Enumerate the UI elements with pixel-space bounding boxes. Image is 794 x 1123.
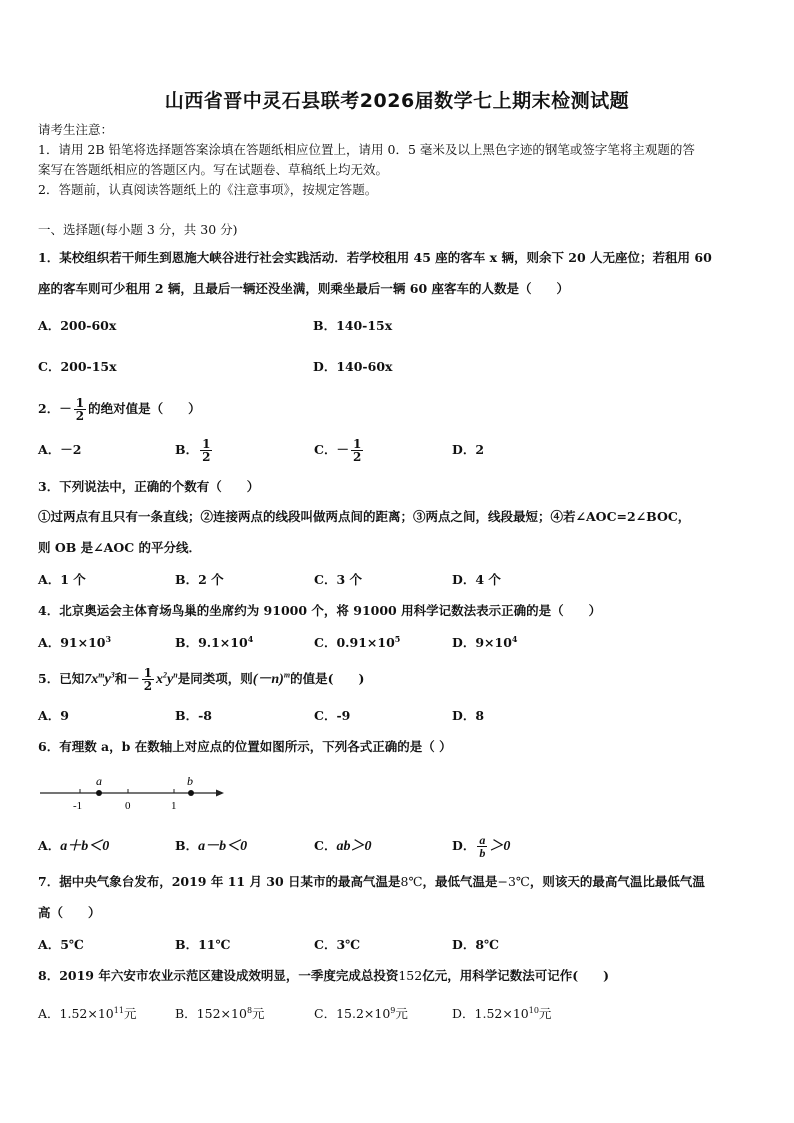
q1-option-a: A．200-60x — [38, 318, 117, 333]
q5-term-2-exp-n: n — [173, 670, 178, 680]
q5-term-2-x: x — [156, 672, 164, 687]
q4-option-a-exponent: 3 — [105, 633, 112, 644]
q5-term-3 — [253, 672, 290, 687]
q2-option-b-label: B． — [175, 442, 199, 457]
q6-option-d-fraction — [477, 834, 487, 859]
q5-term-2-y: y — [167, 672, 174, 687]
q2-option-c-label: C．－ — [314, 442, 349, 457]
number-line-arrow — [216, 790, 224, 797]
notice-item-1-line-1: 1．请用 2B 铅笔将选择题答案涂填在答题纸相应位置上，请用 0．5 毫米及以上黑色字迹的钢笔或签字笔将主观题的答 — [38, 142, 695, 157]
q8-option-b — [175, 1006, 265, 1022]
q5-text-1: 5．已知 — [38, 671, 85, 686]
q2-option-a: A．－2 — [38, 442, 82, 457]
q2-option-b-numerator: 1 — [202, 437, 211, 451]
q7-option-a: A．5℃ — [38, 937, 84, 952]
q1-line-1: 1．某校组织若干师生到恩施大峡谷进行社会实践活动．若学校租用 45 座的客车 x 辆，则余下 20 人无座位；若租用 60 — [38, 250, 712, 265]
q5-term-2-exp-2: 2 — [163, 670, 168, 680]
q1-option-c: C．200-15x — [38, 359, 117, 374]
q5-term-1-base: 7x — [84, 672, 99, 687]
q2-number: 2． — [38, 401, 60, 416]
q5-stem — [38, 664, 364, 695]
q4-option-d-base: D．9×10 — [452, 635, 512, 650]
q5-option-b: B．-8 — [175, 708, 212, 723]
q8-option-a-base: A．1.52×10 — [38, 1006, 114, 1021]
q6-stem: 6．有理数 a，b 在数轴上对应点的位置如图所示，下列各式正确的是（ ） — [38, 739, 452, 754]
q8-option-c-unit: 元 — [395, 1006, 408, 1021]
q5-option-d: D．8 — [452, 708, 485, 723]
label-a: a — [96, 774, 102, 788]
q1-line-2: 座的客车则可少租用 2 辆，且最后一辆还没坐满，则乘坐最后一辆 60 座客车的人数是（ ） — [38, 281, 570, 296]
notice-heading: 请考生注意： — [38, 122, 114, 137]
q8-option-a-exponent: 11 — [113, 1005, 124, 1015]
q1-option-d: D．140-60x — [313, 359, 393, 374]
q5-option-c: C．-9 — [314, 708, 351, 723]
q8-option-d-exponent: 10 — [528, 1005, 539, 1015]
q8-option-c-base: C．15.2×10 — [314, 1006, 391, 1021]
q5-option-a: A．9 — [38, 708, 69, 723]
label-minus-one: -1 — [73, 800, 83, 812]
q5-term-1-exp-m: m — [98, 670, 105, 680]
q6-option-c-label: C． — [314, 838, 337, 853]
q1-option-b: B．140-15x — [313, 318, 393, 333]
q5-term-1 — [84, 672, 114, 687]
q3-option-b: B．2 个 — [175, 572, 224, 587]
q6-option-d — [452, 830, 510, 863]
q6-option-c-expr: ab＞0 — [336, 839, 372, 854]
q4-option-b — [175, 635, 253, 651]
q6-option-b — [175, 838, 247, 855]
q6-option-a-label: A． — [38, 838, 61, 853]
q8-option-a — [38, 1006, 136, 1022]
q7-text-3: ，则该天的最高气温比最低气温 — [529, 874, 705, 889]
q5-frac-denominator: 2 — [143, 679, 153, 693]
q5-text-3: 是同类项，则 — [177, 671, 253, 686]
q4-option-d-exponent: 4 — [511, 633, 518, 644]
label-one: 1 — [171, 800, 177, 812]
q7-max-temp: 8℃ — [400, 874, 423, 889]
q7-min-temp: −3℃ — [497, 874, 530, 889]
q8-option-d-unit: 元 — [538, 1006, 552, 1021]
q8-option-b-exponent: 8 — [246, 1005, 253, 1015]
q2-option-c-numerator: 1 — [352, 437, 362, 451]
q5-text-4: 的值是( ) — [290, 671, 365, 686]
q2-option-c-fraction — [351, 438, 363, 463]
q6-option-d-numerator: a — [479, 833, 486, 847]
q2-fraction — [74, 397, 86, 422]
q5-term-1-exp-3: 3 — [110, 670, 115, 680]
q6-option-a — [38, 838, 109, 855]
label-b: b — [187, 774, 193, 788]
q8-option-a-unit: 元 — [123, 1006, 137, 1021]
q8-value: 152 — [398, 968, 423, 983]
q3-line-2: ①过两点有且只有一条直线；②连接两点的线段叫做两点间的距离；③两点之间，线段最短；④若∠AOC=2∠BOC， — [38, 509, 691, 524]
q6-option-a-expr: a＋b＜0 — [60, 839, 110, 854]
q8-option-b-base: B．152×10 — [175, 1006, 247, 1021]
q6-option-d-denominator: b — [479, 846, 486, 860]
q3-line-3: 则 OB 是∠AOC 的平分线． — [38, 540, 202, 555]
notice-item-2: 2．答题前，认真阅读答题纸上的《注意事项》，按规定答题。 — [38, 182, 378, 197]
q2-option-d: D．2 — [452, 442, 485, 457]
q3-line-1: 3．下列说法中，正确的个数有（ ） — [38, 479, 260, 494]
q4-option-b-base: B．9.1×10 — [175, 635, 248, 650]
q5-term-1-y: y — [104, 672, 111, 687]
q8-text-2: 亿元，用科学记数法可记作( ) — [422, 968, 610, 983]
q5-text-2: 和 — [114, 671, 128, 686]
q7-line-1 — [38, 874, 705, 890]
q7-line-2: 高（ ） — [38, 905, 101, 920]
q4-option-b-exponent: 4 — [247, 633, 254, 644]
q5-term-3-base: (－n) — [252, 672, 284, 687]
q2-option-b-denominator: 2 — [202, 450, 211, 464]
q6-option-b-label: B． — [175, 838, 199, 853]
q7-text-1: 7．据中央气象台发布，2019 年 11 月 30 日某市的最高气温是 — [38, 874, 401, 889]
q8-option-c-exponent: 9 — [390, 1005, 396, 1015]
q7-option-c: C．3℃ — [314, 937, 361, 952]
q2-stem-rest: 的绝对值是（ ） — [88, 401, 201, 416]
q6-option-d-label: D． — [452, 838, 476, 853]
q2-option-c-denominator: 2 — [352, 450, 362, 464]
q4-option-d — [452, 635, 517, 651]
q4-option-a-base: A．91×10 — [38, 635, 106, 650]
point-a — [96, 790, 102, 796]
q7-option-d: D．8℃ — [452, 937, 500, 952]
q2-stem — [38, 394, 201, 424]
q2-option-b-fraction — [200, 438, 212, 463]
q3-option-d: D．4 个 — [452, 572, 501, 587]
q5-minus: － — [127, 671, 140, 686]
q4-option-c-exponent: 5 — [394, 633, 401, 644]
q8-text-1: 8．2019 年六安市农业示范区建设成效明显，一季度完成总投资 — [38, 968, 399, 983]
page-title: 山西省晋中灵石县联考2026届数学七上期末检测试题 — [164, 90, 630, 112]
q8-option-d-base: D．1.52×10 — [452, 1006, 529, 1021]
q2-option-c — [314, 435, 365, 465]
q8-option-c — [314, 1006, 408, 1022]
q5-frac-numerator: 1 — [143, 666, 153, 680]
q4-stem: 4．北京奥运会主体育场鸟巢的坐席约为 91000 个，将 91000 用科学记数法表示正确的是（ ） — [38, 603, 602, 618]
q6-option-c — [314, 838, 371, 855]
q2-frac-numerator: 1 — [75, 396, 85, 410]
q7-option-b: B．11℃ — [175, 937, 231, 952]
number-line-figure — [38, 772, 238, 818]
q2-minus: － — [59, 401, 72, 416]
notice-item-1-line-2: 案写在答题纸相应的答题区内。写在试题卷、草稿纸上均无效。 — [38, 162, 389, 177]
q5-term-2 — [156, 672, 178, 687]
q6-option-d-rest: ＞0 — [489, 839, 511, 854]
q4-option-c — [314, 635, 400, 651]
q8-option-d — [452, 1006, 551, 1022]
q8-option-b-unit: 元 — [252, 1006, 265, 1021]
q3-option-a: A．1 个 — [38, 572, 86, 587]
label-zero: 0 — [125, 800, 131, 812]
point-b — [188, 790, 194, 796]
section-heading: 一、选择题(每小题 3 分，共 30 分) — [38, 222, 238, 237]
q8-stem — [38, 968, 609, 984]
q6-option-b-expr: a－b＜0 — [198, 839, 248, 854]
q3-option-c: C．3 个 — [314, 572, 362, 587]
q2-option-b — [175, 435, 214, 465]
q7-text-2: ，最低气温是 — [422, 874, 498, 889]
q4-option-a — [38, 635, 111, 651]
q5-fraction — [142, 667, 154, 692]
q4-option-c-base: C．0.91×10 — [314, 635, 395, 650]
q5-term-3-exp: m — [283, 670, 291, 680]
q2-frac-denominator: 2 — [75, 409, 85, 423]
